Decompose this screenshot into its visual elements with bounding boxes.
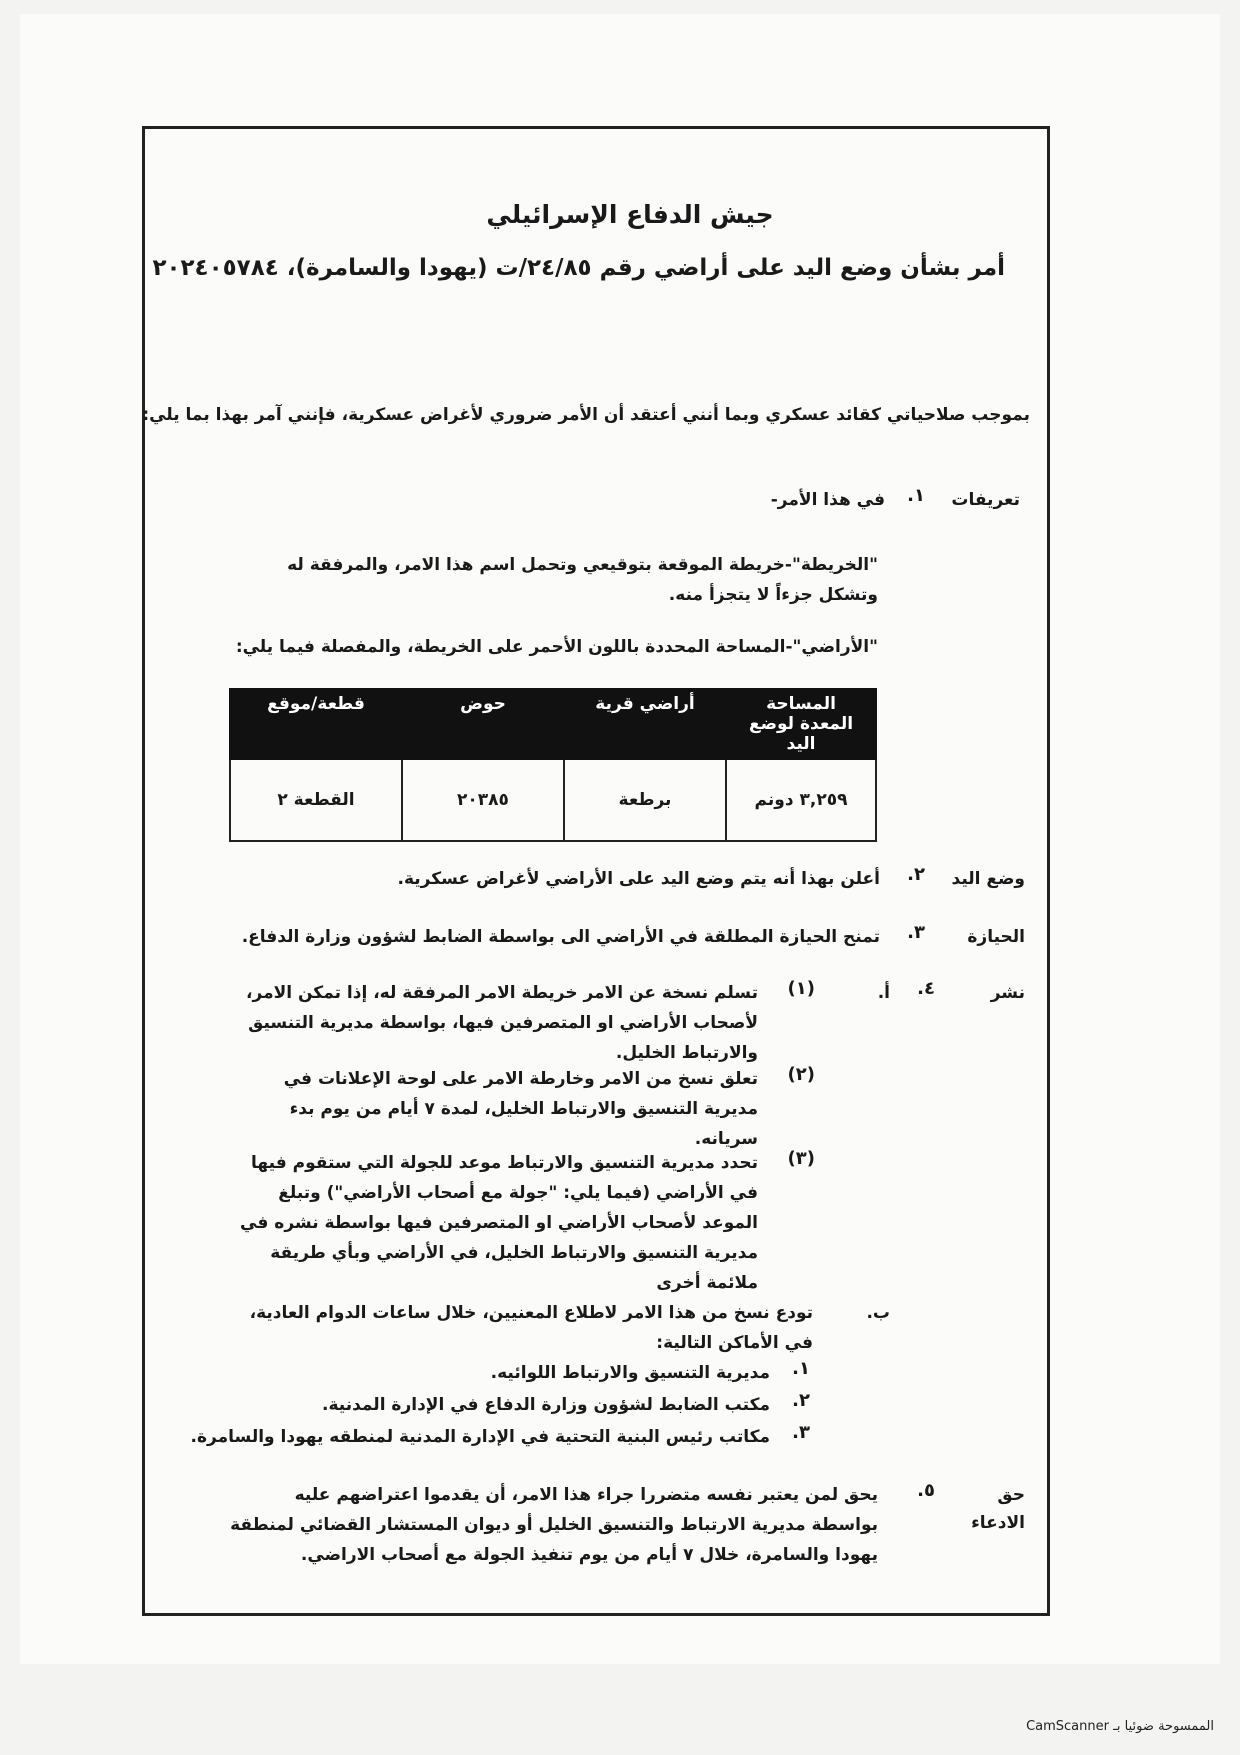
- place-3-text: مكاتب رئيس البنية التحتية في الإدارة المدنية لمنطقه يهودا والسامرة.: [190, 1427, 770, 1447]
- publication-sub-b: ب.: [866, 1303, 890, 1323]
- publication-item-3-number: (٣): [787, 1148, 815, 1169]
- definitions-label: تعريفات: [951, 490, 1020, 510]
- col-header-basin: حوض: [402, 689, 564, 759]
- objection-label-line1: حق: [997, 1485, 1025, 1505]
- preamble-text: بموجب صلاحياتي كقائد عسكري وبما أنني أعتقد أن الأمر ضروري لأغراض عسكرية، فإنني آمر بهذا بما يلي:: [142, 405, 1030, 425]
- document-subtitle: أمر بشأن وضع اليد على أراضي رقم ٢٤/٨٥/ت (يهودا والسامرة)، ٢٠٢٤٠٥٧٨٤: [152, 255, 1005, 281]
- col-header-parcel: قطعة/موقع: [230, 689, 402, 759]
- publication-b-text: تودع نسخ من هذا الامر لاطلاع المعنيين، خلال ساعات الدوام العادية، في الأماكن التالية:: [249, 1303, 813, 1353]
- lands-definition: "الأراضي"-المساحة المحددة باللون الأحمر على الخريطة، والمفصلة فيما يلي:: [235, 637, 878, 657]
- camscanner-footer: الممسوحة ضوئيا بـ CamScanner: [1026, 1719, 1214, 1734]
- publication-item-2-number: (٢): [787, 1064, 815, 1085]
- publication-number: ٤.: [917, 978, 935, 999]
- possession-number: ٣.: [907, 922, 925, 943]
- publication-item-1-text: تسلم نسخة عن الامر خريطة الامر المرفقة له، إذا تمكن الامر، لأصحاب الأراضي او المتصرفين فيها، بواسطة مديرية التنسيق والارتباط الخليل.: [246, 983, 758, 1063]
- objection-text: يحق لمن يعتبر نفسه متضررا جراء هذا الامر، أن يقدموا اعتراضهم عليه بواسطة مديرية الارتباط والتنسيق الخليل أو ديوان المستشار القضائي لمنطقة يهودا والسامرة، خلال ٧ أيام من يوم تنفيذ الجولة مع أصحاب الاراضي.: [230, 1485, 878, 1565]
- place-1-number: ١.: [792, 1358, 810, 1379]
- publication-item-2-text: تعلق نسخ من الامر وخارطة الامر على لوحة الإعلانات في مديرية التنسيق والارتباط الخليل، لمدة ٧ أيام من يوم بدء سريانه.: [283, 1069, 758, 1149]
- cell-basin: ٢٠٣٨٥: [402, 759, 564, 841]
- objection-number: ٥.: [917, 1480, 935, 1501]
- seizure-number: ٢.: [907, 864, 925, 885]
- objection-label-line2: الادعاء: [971, 1513, 1025, 1533]
- publication-sub-a: أ.: [877, 983, 890, 1003]
- cell-village: برطعة: [564, 759, 726, 841]
- place-3-number: ٣.: [792, 1422, 810, 1443]
- possession-label: الحيازة: [967, 927, 1025, 947]
- cell-parcel: القطعة ٢: [230, 759, 402, 841]
- publication-item-3-text: تحدد مديرية التنسيق والارتباط موعد للجولة التي ستقوم فيها في الأراضي (فيما يلي: "جولة مع أصحاب الأراضي") وتبلغ الموعد لأصحاب الأراضي او المتصرفين فيها بواسطة نشره في مديرية التنسيق والارتباط الخليل، في الأراضي وبأي طريقة ملائمة أخرى: [240, 1153, 758, 1293]
- col-header-area: المساحة المعدة لوضع اليد: [726, 689, 876, 759]
- table-header-row: [230, 689, 876, 759]
- publication-item-1-number: (١): [787, 978, 815, 999]
- map-definition: "الخريطة"-خريطة الموقعة بتوقيعي وتحمل اسم هذا الامر، والمرفقة له وتشكل جزءاً لا يتجزأ منه.: [287, 555, 878, 605]
- document-title: جيش الدفاع الإسرائيلي: [486, 200, 774, 229]
- possession-text: تمنح الحيازة المطلقة في الأراضي الى بواسطة الضابط لشؤون وزارة الدفاع.: [241, 927, 880, 947]
- lands-table: [229, 688, 877, 842]
- cell-area: ٣,٢٥٩ دونم: [726, 759, 876, 841]
- definitions-intro: في هذا الأمر-: [770, 490, 885, 510]
- place-2-text: مكتب الضابط لشؤون وزارة الدفاع في الإدارة المدنية.: [322, 1395, 770, 1415]
- seizure-label: وضع اليد: [951, 869, 1025, 889]
- place-2-number: ٢.: [792, 1390, 810, 1411]
- seizure-text: أعلن بهذا أنه يتم وضع اليد على الأراضي لأغراض عسكرية.: [397, 869, 880, 889]
- table-row: [230, 759, 876, 841]
- place-1-text: مديرية التنسيق والارتباط اللوائيه.: [490, 1363, 770, 1383]
- col-header-village: أراضي قرية: [564, 689, 726, 759]
- definitions-number: ١.: [907, 485, 925, 506]
- publication-label: نشر: [990, 983, 1025, 1003]
